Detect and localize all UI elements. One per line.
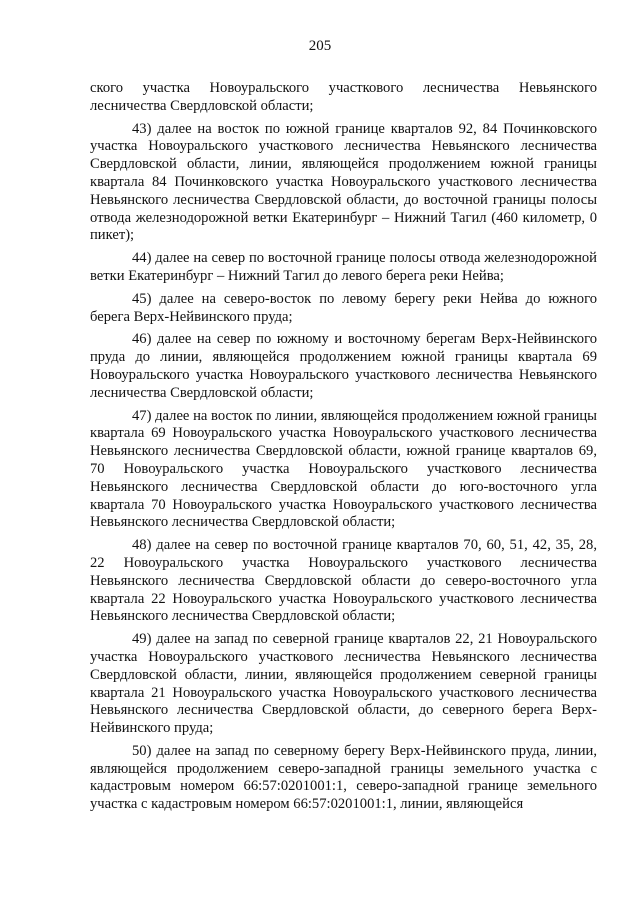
paragraph-47: 47) далее на восток по линии, являющейся продолжением южной границы квартала 69 Новоуральского участка Новоуральского участкового лесничества Невьянского лесничества Свердловской области, южной границе кварталов 69, 70 Новоуральского участка Новоуральского участкового лесничества Невьянского лесничества Свердловской области до юго-восточного угла квартала 70 Новоуральского участка Новоуральского участкового лесничества Невьянского лесничества Свердловской области; xyxy=(90,407,597,531)
paragraph-46: 46) далее на север по южному и восточному берегам Верх-Нейвинского пруда до линии, являющейся продолжением южной границы квартала 69 Новоуральского участка Новоуральского участкового лесничества Невьянского лесничества Свердловской области; xyxy=(90,331,597,401)
paragraph-43: 43) далее на восток по южной границе кварталов 92, 84 Починковского участка Новоуральского участкового лесничества Невьянского лесничества Свердловской области, линии, являющейся продолжением южной границы квартала 84 Починковского участка Новоуральского участкового лесничества Невьянского лесничества Свердловской области, до восточной границы полосы отвода железнодорожной ветки Екатеринбург – Нижний Тагил (460 километр, 0 пикет); xyxy=(90,120,597,244)
page-number: 205 xyxy=(308,38,332,54)
paragraph-50: 50) далее на запад по северному берегу Верх-Нейвинского пруда, линии, являющейся продолжением северо-западной границы земельного участка с кадастровым номером 66:57:0201001:1, северо-западной границе земельного участка с кадастровым номером 66:57:0201001:1, линии, являющейся xyxy=(90,742,597,813)
paragraph-continuation: ского участка Новоуральского участкового лесничества Невьянского лесничества Свердловской области; xyxy=(90,80,597,114)
paragraph-44: 44) далее на север по восточной границе полосы отвода железнодорожной ветки Екатеринбург – Нижний Тагил до левого берега реки Нейва; xyxy=(90,250,597,284)
document-body xyxy=(90,80,597,814)
paragraph-48: 48) далее на север по восточной границе кварталов 70, 60, 51, 42, 35, 28, 22 Новоуральского участка Новоуральского участкового лесничества Невьянского лесничества Свердловской области до северо-восточного угла квартала 22 Новоуральского участка Новоуральского участкового лесничества Невьянского лесничества Свердловской области; xyxy=(90,537,597,625)
paragraph-45: 45) далее на северо-восток по левому берегу реки Нейва до южного берега Верх-Нейвинского пруда; xyxy=(90,290,597,325)
paragraph-49: 49) далее на запад по северной границе кварталов 22, 21 Новоуральского участка Новоуральского участкового лесничества Невьянского лесничества Свердловской области, линии, являющейся продолжением северной границы квартала 21 Новоуральского участка Новоуральского участкового лесничества Невьянского лесничества Свердловской области, до северного берега Верх-Нейвинского пруда; xyxy=(90,631,597,737)
